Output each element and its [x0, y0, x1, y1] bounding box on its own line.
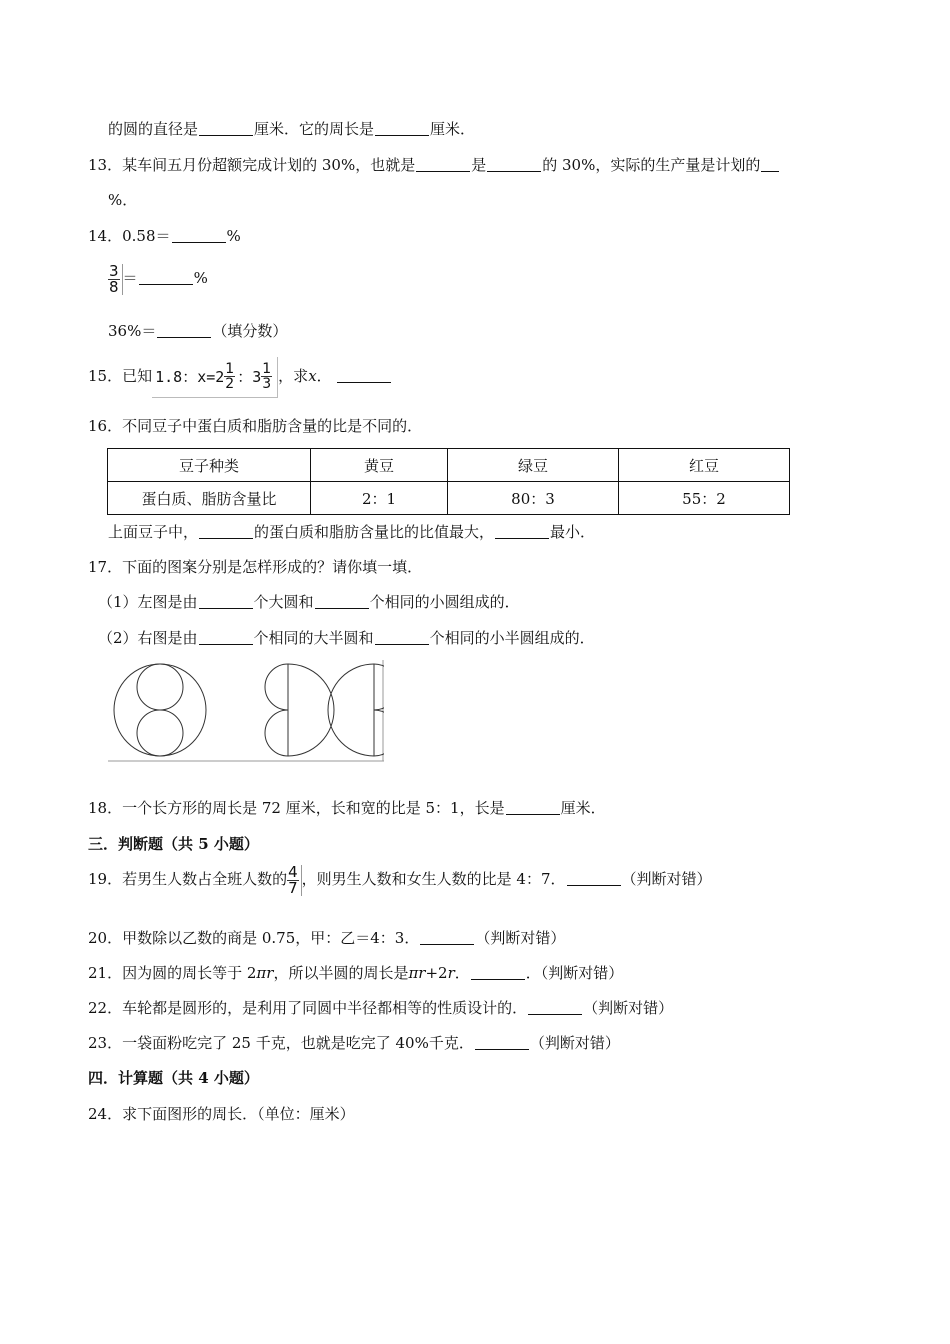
small-circle-top	[137, 664, 183, 710]
circle-patterns-figure	[108, 658, 384, 762]
answer-blank[interactable]	[199, 121, 253, 136]
answer-blank[interactable]	[416, 157, 470, 172]
question-20: 20．甲数除以乙数的商是 0.75，甲：乙＝4：3． （判断对错）	[88, 929, 566, 947]
answer-blank[interactable]	[761, 157, 779, 172]
question-13-cont: %．	[108, 191, 138, 209]
answer-blank[interactable]	[139, 270, 193, 285]
table-cell: 黄豆	[311, 449, 448, 482]
section-3-heading: 三．判断题（共 5 小题）	[88, 835, 259, 853]
question-16: 16．不同豆子中蛋白质和脂肪含量的比是不同的．	[88, 417, 423, 435]
question-22: 22．车轮都是圆形的，是利用了同圆中半径都相等的性质设计的． （判断对错）	[88, 999, 674, 1017]
table-cell: 2：1	[311, 482, 448, 515]
question-21: 21．因为圆的周长等于 2πr，所以半圆的周长是πr+2r． ．（判断对错）	[88, 964, 624, 982]
answer-blank[interactable]	[315, 594, 369, 609]
answer-blank[interactable]	[528, 1000, 582, 1015]
big-half-circle-left	[328, 664, 374, 756]
small-half-circle-left-bottom	[265, 710, 288, 756]
table-cell: 红豆	[619, 449, 790, 482]
question-23: 23．一袋面粉吃完了 25 千克，也就是吃完了 40%千克． （判断对错）	[88, 1034, 620, 1052]
small-circle-bottom	[137, 710, 183, 756]
question-16-answer: 上面豆子中， 的蛋白质和脂肪含量比的比值最大， 最小．	[108, 523, 596, 541]
question-14-fraction-line: $\frac{3}{8}$ ＝ %	[109, 261, 208, 296]
answer-blank[interactable]	[157, 323, 211, 338]
answer-blank[interactable]	[495, 524, 549, 539]
answer-blank[interactable]	[506, 800, 560, 815]
section-4-heading: 四．计算题（共 4 小题）	[88, 1069, 259, 1087]
question-14: 14．0.58＝ %	[88, 227, 241, 245]
question-14-percent-line: 36%＝ （填分数）	[108, 322, 288, 340]
answer-blank[interactable]	[199, 524, 253, 539]
answer-blank[interactable]	[172, 228, 226, 243]
bean-ratio-table	[107, 448, 790, 515]
question-17-part-1: （1）左图是由 个大圆和 个相同的小圆组成的．	[98, 593, 520, 611]
answer-blank[interactable]	[199, 630, 253, 645]
table-header-row	[108, 449, 790, 482]
answer-blank[interactable]	[475, 1035, 529, 1050]
question-24: 24．求下面图形的周长．（单位：厘米）	[88, 1105, 355, 1123]
answer-blank[interactable]	[471, 965, 525, 980]
fraction-4-7: $\frac{4}{7}$	[287, 865, 302, 896]
answer-blank[interactable]	[375, 121, 429, 136]
table-row	[108, 482, 790, 515]
question-13: 13．某车间五月份超额完成计划的 30%，也就是 是 的 30%，实际的生产量是计划的	[88, 155, 780, 175]
fraction-3-8: $\frac{3}{8}$	[108, 264, 123, 295]
answer-blank[interactable]	[420, 930, 474, 945]
question-15: 15．已知 1.8：x=2 $\frac{1}{2}$ ：3 $\frac{1}{3}$ ，求x．	[88, 356, 392, 398]
answer-blank[interactable]	[487, 157, 541, 172]
big-half-circle-right	[288, 664, 334, 756]
question-17: 17．下面的图案分别是怎样形成的？请你填一填．	[88, 558, 423, 576]
question-17-part-2: （2）右图是由 个相同的大半圆和 个相同的小半圆组成的．	[98, 629, 595, 647]
answer-blank[interactable]	[375, 630, 429, 645]
q12-continuation: 的圆的直径是 厘米．它的周长是 厘米．	[108, 120, 476, 138]
table-cell: 80：3	[448, 482, 619, 515]
small-half-circle-left-top	[265, 664, 288, 710]
question-18: 18．一个长方形的周长是 72 厘米，长和宽的比是 5：1，长是 厘米．	[88, 799, 606, 817]
table-cell: 绿豆	[448, 449, 619, 482]
proportion-formula: 1.8：x=2 $\frac{1}{2}$ ：3 $\frac{1}{3}$	[152, 357, 278, 398]
answer-blank[interactable]	[199, 594, 253, 609]
question-19: 19．若男生人数占全班人数的 $\frac{4}{7}$ ，则男生人数和女生人数的比是 4：7． （判断对错）	[88, 862, 712, 897]
table-cell: 蛋白质、脂肪含量比	[108, 482, 311, 515]
answer-blank[interactable]	[567, 871, 621, 886]
table-cell: 55：2	[619, 482, 790, 515]
table-cell: 豆子种类	[108, 449, 311, 482]
answer-blank[interactable]	[337, 368, 391, 383]
